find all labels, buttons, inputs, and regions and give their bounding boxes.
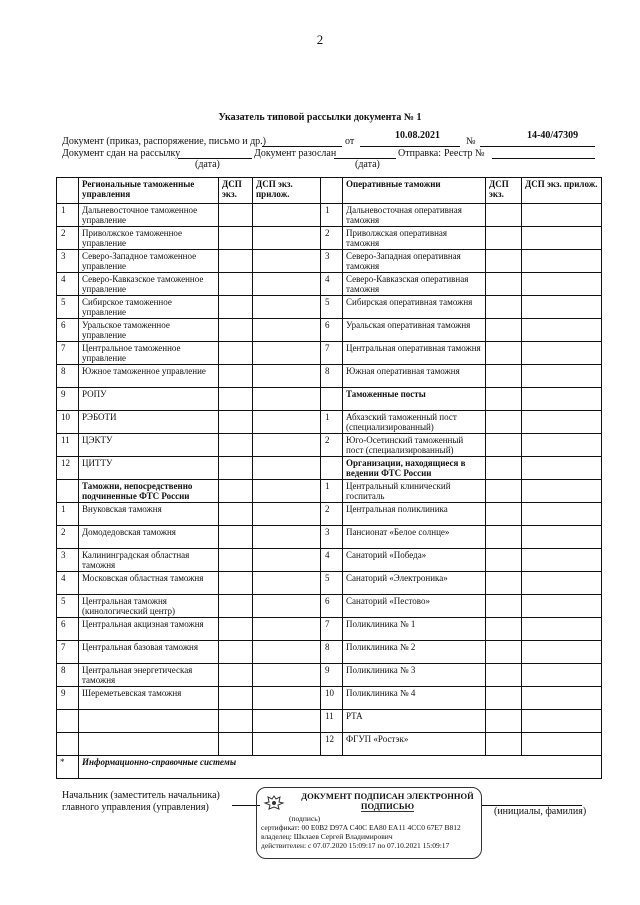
registry-underline <box>492 158 595 159</box>
dsp-copies-cell[interactable] <box>219 411 253 434</box>
date-hint-2: (дата) <box>355 159 380 170</box>
stamp-owner: владелец: Шклаев Сергей Владимирович <box>261 832 393 841</box>
dsp-appendix-cell[interactable] <box>253 434 321 457</box>
right-head-num <box>321 178 343 204</box>
dsp-appendix-cell[interactable] <box>522 480 602 503</box>
dsp-copies-cell[interactable] <box>219 250 253 273</box>
left-row-name: Дальневосточное таможенное управление <box>79 204 219 227</box>
dsp-appendix-cell[interactable] <box>253 618 321 641</box>
left-row-name <box>79 733 219 756</box>
right-head-dsp-app: ДСП экз. прилож. <box>522 178 602 204</box>
left-row-num: 4 <box>57 273 79 296</box>
right-row-num: 8 <box>321 365 343 388</box>
right-row-num: 4 <box>321 273 343 296</box>
table-row <box>57 733 602 756</box>
dsp-appendix-cell[interactable] <box>253 342 321 365</box>
dsp-copies-cell[interactable] <box>486 733 522 756</box>
dsp-appendix-cell[interactable] <box>522 687 602 710</box>
left-row-name: Московская областная таможня <box>79 572 219 595</box>
left-row-num: 4 <box>57 572 79 595</box>
dsp-copies-cell[interactable] <box>486 296 522 319</box>
left-row-num: 8 <box>57 664 79 687</box>
right-row-num: 2 <box>321 227 343 250</box>
dsp-copies-cell[interactable] <box>486 319 522 342</box>
left-row-name: Центральная таможня (кинологический центр) <box>79 595 219 618</box>
left-row-name: Сибирское таможенное управление <box>79 296 219 319</box>
left-row-name: Центральная акцизная таможня <box>79 618 219 641</box>
dsp-copies-cell[interactable] <box>486 595 522 618</box>
right-row-name: Уральская оперативная таможня <box>343 319 486 342</box>
dsp-copies-cell[interactable] <box>219 526 253 549</box>
dsp-copies-cell[interactable] <box>486 618 522 641</box>
right-row-num: 11 <box>321 710 343 733</box>
dsp-appendix-cell[interactable] <box>522 319 602 342</box>
number-underline <box>480 146 595 147</box>
registry-label: Реестр № <box>444 148 485 159</box>
right-row-name: Поликлиника № 2 <box>343 641 486 664</box>
left-row-num: 1 <box>57 503 79 526</box>
left-row-num: 11 <box>57 434 79 457</box>
date-hint-1: (дата) <box>195 159 220 170</box>
table-row <box>57 319 602 342</box>
left-row-num: 2 <box>57 526 79 549</box>
left-row-num: 1 <box>57 204 79 227</box>
right-row-name: Поликлиника № 3 <box>343 664 486 687</box>
left-row-name: Домодедовская таможня <box>79 526 219 549</box>
signatory-line-1: Начальник (заместитель начальника) <box>62 790 220 801</box>
left-row-num: 3 <box>57 549 79 572</box>
dsp-appendix-cell[interactable] <box>253 572 321 595</box>
page-number: 2 <box>316 32 324 47</box>
dsp-appendix-cell[interactable] <box>522 595 602 618</box>
dsp-copies-cell[interactable] <box>219 342 253 365</box>
right-row-num: 9 <box>321 664 343 687</box>
doc-number-label: № <box>466 136 476 147</box>
right-row-name: Дальневосточная оперативная таможня <box>343 204 486 227</box>
left-row-num: 6 <box>57 618 79 641</box>
right-row-num: 1 <box>321 204 343 227</box>
right-row-name: Сибирская оперативная таможня <box>343 296 486 319</box>
emblem-icon <box>263 794 285 812</box>
left-row-name: РОПУ <box>79 388 219 411</box>
dsp-copies-cell[interactable] <box>486 664 522 687</box>
right-row-num: 1 <box>321 480 343 503</box>
dsp-copies-cell[interactable] <box>219 549 253 572</box>
left-row-num: 7 <box>57 641 79 664</box>
dsp-appendix-cell[interactable] <box>253 204 321 227</box>
right-row-num: 3 <box>321 250 343 273</box>
dsp-copies-cell[interactable] <box>219 273 253 296</box>
right-row-name: Организации, находящиеся в ведении ФТС России <box>343 457 486 480</box>
right-row-name: Таможенные посты <box>343 388 486 411</box>
dsp-appendix-cell[interactable] <box>522 250 602 273</box>
right-row-name: Пансионат «Белое солнце» <box>343 526 486 549</box>
footer-text: Информационно-справочные системы <box>79 756 602 779</box>
right-row-name: Юго-Осетинский таможенный пост (специализированный) <box>343 434 486 457</box>
dsp-appendix-cell[interactable] <box>522 733 602 756</box>
left-row-name: Таможни, непосредственно подчиненные ФТС России <box>79 480 219 503</box>
table-row <box>57 526 602 549</box>
table-row <box>57 503 602 526</box>
left-row-num <box>57 710 79 733</box>
dsp-copies-cell[interactable] <box>219 641 253 664</box>
date-underline <box>360 146 460 147</box>
dsp-copies-cell[interactable] <box>219 595 253 618</box>
sent-label: Документ сдан на рассылку <box>62 148 181 159</box>
right-row-name: РТА <box>343 710 486 733</box>
dsp-appendix-cell[interactable] <box>522 273 602 296</box>
dsp-copies-cell[interactable] <box>219 664 253 687</box>
left-row-num <box>57 480 79 503</box>
dsp-appendix-cell[interactable] <box>522 664 602 687</box>
left-row-num: 5 <box>57 296 79 319</box>
e-signature-stamp <box>256 787 482 859</box>
right-row-name: Поликлиника № 1 <box>343 618 486 641</box>
dsp-copies-cell[interactable] <box>486 273 522 296</box>
dsp-appendix-cell[interactable] <box>253 296 321 319</box>
left-row-name: Уральское таможенное управление <box>79 319 219 342</box>
dsp-copies-cell[interactable] <box>219 388 253 411</box>
right-row-name: Южная оперативная таможня <box>343 365 486 388</box>
table-row <box>57 480 602 503</box>
dsp-appendix-cell[interactable] <box>253 733 321 756</box>
footer-mark: * <box>57 756 79 779</box>
dsp-appendix-cell[interactable] <box>253 457 321 480</box>
table-row <box>57 342 602 365</box>
table-row <box>57 388 602 411</box>
dsp-copies-cell[interactable] <box>486 549 522 572</box>
table-row <box>57 687 602 710</box>
dsp-appendix-cell[interactable] <box>253 503 321 526</box>
dsp-copies-cell[interactable] <box>486 388 522 411</box>
table-row <box>57 411 602 434</box>
stamp-sign-hint: (подпись) <box>289 814 321 823</box>
distribution-table <box>56 177 602 779</box>
left-head-num <box>57 178 79 204</box>
left-row-num: 7 <box>57 342 79 365</box>
right-row-name: ФГУП «Ростэк» <box>343 733 486 756</box>
left-row-num: 8 <box>57 365 79 388</box>
dsp-appendix-cell[interactable] <box>253 641 321 664</box>
signatory-title <box>62 790 220 814</box>
right-row-num: 6 <box>321 595 343 618</box>
dsp-copies-cell[interactable] <box>486 227 522 250</box>
dsp-copies-cell[interactable] <box>219 733 253 756</box>
table-row <box>57 204 602 227</box>
dsp-copies-cell[interactable] <box>486 687 522 710</box>
dsp-appendix-cell[interactable] <box>522 710 602 733</box>
dsp-copies-cell[interactable] <box>219 480 253 503</box>
right-row-num: 3 <box>321 526 343 549</box>
left-row-name: РЭБОТИ <box>79 411 219 434</box>
left-row-num: 9 <box>57 687 79 710</box>
right-row-name: Приволжская оперативная таможня <box>343 227 486 250</box>
right-row-name: Центральный клинический госпиталь <box>343 480 486 503</box>
right-row-name: Поликлиника № 4 <box>343 687 486 710</box>
dsp-copies-cell[interactable] <box>219 457 253 480</box>
left-head-name: Региональные таможенные управления <box>79 178 219 204</box>
dsp-copies-cell[interactable] <box>486 434 522 457</box>
table-row <box>57 250 602 273</box>
dsp-copies-cell[interactable] <box>486 480 522 503</box>
dsp-appendix-cell[interactable] <box>253 319 321 342</box>
left-row-name: Южное таможенное управление <box>79 365 219 388</box>
right-row-num: 5 <box>321 296 343 319</box>
right-head-dsp: ДСП экз. <box>486 178 522 204</box>
shipment-label: Отправка: <box>398 148 442 159</box>
dsp-copies-cell[interactable] <box>486 641 522 664</box>
table-row <box>57 296 602 319</box>
table-row <box>57 273 602 296</box>
right-row-name: Центральная поликлиника <box>343 503 486 526</box>
dsp-copies-cell[interactable] <box>486 526 522 549</box>
dsp-copies-cell[interactable] <box>219 434 253 457</box>
table-row <box>57 227 602 250</box>
dsp-copies-cell[interactable] <box>219 572 253 595</box>
doc-type-label: Документ (приказ, распоряжение, письмо и др.) <box>62 136 267 147</box>
table-row <box>57 457 602 480</box>
dsp-copies-cell[interactable] <box>219 296 253 319</box>
dsp-copies-cell[interactable] <box>219 204 253 227</box>
dsp-appendix-cell[interactable] <box>253 250 321 273</box>
dsp-copies-cell[interactable] <box>486 572 522 595</box>
dsp-copies-cell[interactable] <box>219 687 253 710</box>
right-row-num: 6 <box>321 319 343 342</box>
dsp-appendix-cell[interactable] <box>253 273 321 296</box>
dsp-appendix-cell[interactable] <box>522 227 602 250</box>
dsp-appendix-cell[interactable] <box>522 411 602 434</box>
right-row-num: 12 <box>321 733 343 756</box>
right-row-num: 7 <box>321 618 343 641</box>
dsp-copies-cell[interactable] <box>219 710 253 733</box>
right-row-num: 4 <box>321 549 343 572</box>
dsp-copies-cell[interactable] <box>486 204 522 227</box>
right-row-name: Северо-Кавказская оперативная таможня <box>343 273 486 296</box>
left-row-name: Центральное таможенное управление <box>79 342 219 365</box>
dsp-copies-cell[interactable] <box>486 457 522 480</box>
dsp-appendix-cell[interactable] <box>253 411 321 434</box>
right-row-name: Санаторий «Электроника» <box>343 572 486 595</box>
dsp-appendix-cell[interactable] <box>522 296 602 319</box>
right-row-num: 5 <box>321 572 343 595</box>
dsp-appendix-cell[interactable] <box>522 457 602 480</box>
table-row <box>57 434 602 457</box>
dsp-appendix-cell[interactable] <box>253 526 321 549</box>
dsp-appendix-cell[interactable] <box>522 365 602 388</box>
left-row-name <box>79 710 219 733</box>
left-row-name: ЦЭКТУ <box>79 434 219 457</box>
dsp-appendix-cell[interactable] <box>253 227 321 250</box>
dsp-appendix-cell[interactable] <box>522 618 602 641</box>
table-row <box>57 595 602 618</box>
document-number: 14-40/47309 <box>527 130 579 141</box>
left-row-name: Северо-Западное таможенное управление <box>79 250 219 273</box>
table-row <box>57 618 602 641</box>
distribution-body <box>57 204 602 756</box>
dsp-copies-cell[interactable] <box>486 365 522 388</box>
stamp-certificate: сертификат: 00 E0B2 D97A C40C EA80 EA11 4CC0 67E7 B812 <box>261 823 461 832</box>
dsp-appendix-cell[interactable] <box>253 480 321 503</box>
left-row-num: 6 <box>57 319 79 342</box>
left-row-name: ЦИТТУ <box>79 457 219 480</box>
signatory-line-2: главного управления (управления) <box>62 802 209 813</box>
dsp-copies-cell[interactable] <box>219 227 253 250</box>
dsp-copies-cell[interactable] <box>486 342 522 365</box>
dsp-appendix-cell[interactable] <box>522 342 602 365</box>
dsp-appendix-cell[interactable] <box>522 204 602 227</box>
dsp-appendix-cell[interactable] <box>253 365 321 388</box>
left-head-dsp-app: ДСП экз. прилож. <box>253 178 321 204</box>
table-row <box>57 549 602 572</box>
dsp-appendix-cell[interactable] <box>253 687 321 710</box>
dsp-appendix-cell[interactable] <box>522 388 602 411</box>
document-title: Указатель типовой рассылки документа № 1 <box>218 112 422 123</box>
left-row-num: 5 <box>57 595 79 618</box>
table-row <box>57 710 602 733</box>
table-row <box>57 572 602 595</box>
date-from-label: от <box>345 136 355 147</box>
dsp-appendix-cell[interactable] <box>253 595 321 618</box>
table-row <box>57 664 602 687</box>
initials-hint: (инициалы, фамилия) <box>494 806 587 817</box>
left-head-dsp: ДСП экз. <box>219 178 253 204</box>
right-row-num <box>321 388 343 411</box>
dsp-appendix-cell[interactable] <box>522 434 602 457</box>
left-row-name: Калининградская областная таможня <box>79 549 219 572</box>
left-row-name: Внуковская таможня <box>79 503 219 526</box>
right-head-name: Оперативные таможни <box>343 178 486 204</box>
dsp-appendix-cell[interactable] <box>522 526 602 549</box>
left-row-num: 9 <box>57 388 79 411</box>
left-row-num: 2 <box>57 227 79 250</box>
dsp-copies-cell[interactable] <box>219 618 253 641</box>
right-row-num: 2 <box>321 434 343 457</box>
dsp-appendix-cell[interactable] <box>522 641 602 664</box>
dsp-appendix-cell[interactable] <box>522 503 602 526</box>
dsp-appendix-cell[interactable] <box>253 710 321 733</box>
right-row-name: Северо-Западная оперативная таможня <box>343 250 486 273</box>
right-row-name: Санаторий «Победа» <box>343 549 486 572</box>
dsp-copies-cell[interactable] <box>486 710 522 733</box>
dispatched-label: Документ разослан <box>254 148 337 159</box>
right-row-num: 2 <box>321 503 343 526</box>
stamp-title-2: ПОДПИСЬЮ <box>360 801 415 811</box>
left-row-num: 3 <box>57 250 79 273</box>
left-row-num <box>57 733 79 756</box>
right-row-name: Санаторий «Пестово» <box>343 595 486 618</box>
right-row-name: Центральная оперативная таможня <box>343 342 486 365</box>
dsp-copies-cell[interactable] <box>219 365 253 388</box>
right-row-num: 1 <box>321 411 343 434</box>
right-row-num <box>321 457 343 480</box>
dsp-appendix-cell[interactable] <box>522 549 602 572</box>
right-row-name: Абхазский таможенный пост (специализированный) <box>343 411 486 434</box>
left-row-name: Северо-Кавказское таможенное управление <box>79 273 219 296</box>
right-row-num: 8 <box>321 641 343 664</box>
right-row-num: 7 <box>321 342 343 365</box>
dsp-appendix-cell[interactable] <box>253 388 321 411</box>
dsp-copies-cell[interactable] <box>486 411 522 434</box>
dsp-copies-cell[interactable] <box>486 250 522 273</box>
dsp-appendix-cell[interactable] <box>522 572 602 595</box>
doc-type-underline <box>262 146 342 147</box>
right-row-num: 10 <box>321 687 343 710</box>
stamp-validity: действителен: с 07.07.2020 15:09:17 по 07.10.2021 15:09:17 <box>261 841 450 850</box>
document-date: 10.08.2021 <box>395 130 440 141</box>
left-row-num: 10 <box>57 411 79 434</box>
table-row <box>57 641 602 664</box>
dsp-appendix-cell[interactable] <box>253 664 321 687</box>
dsp-appendix-cell[interactable] <box>253 549 321 572</box>
left-row-name: Шереметьевская таможня <box>79 687 219 710</box>
left-row-name: Приволжское таможенное управление <box>79 227 219 250</box>
dsp-copies-cell[interactable] <box>486 503 522 526</box>
left-row-num: 12 <box>57 457 79 480</box>
dsp-copies-cell[interactable] <box>219 319 253 342</box>
left-row-name: Центральная базовая таможня <box>79 641 219 664</box>
dsp-copies-cell[interactable] <box>219 503 253 526</box>
stamp-title-1: ДОКУМЕНТ ПОДПИСАН ЭЛЕКТРОННОЙ <box>301 791 474 801</box>
left-row-name: Центральная энергетическая таможня <box>79 664 219 687</box>
table-row <box>57 365 602 388</box>
